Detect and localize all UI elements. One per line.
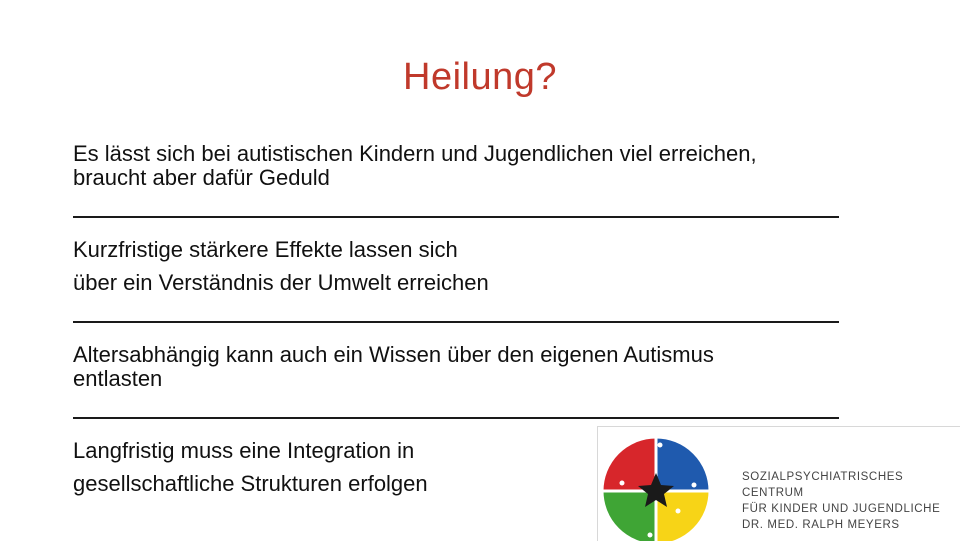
paragraph-patience xyxy=(73,142,873,190)
slide-title: Heilung? xyxy=(403,56,557,98)
logo-text-line: SOZIALPSYCHIATRISCHES CENTRUM xyxy=(742,471,904,499)
text-line: braucht aber dafür Geduld xyxy=(73,165,330,190)
text-line: gesellschaftliche Strukturen erfolgen xyxy=(73,471,428,496)
logo-text-line: FÜR KINDER UND JUGENDLICHE xyxy=(742,503,941,515)
text-line: Altersabhängig kann auch ein Wissen über den eigenen Autismus xyxy=(73,342,714,367)
clinic-logo xyxy=(597,426,960,541)
text-line: entlasten xyxy=(73,366,163,391)
paragraph-age-dependent xyxy=(73,343,873,391)
paragraph-short-term xyxy=(73,238,873,295)
text-line: über ein Verständnis der Umwelt erreichen xyxy=(73,270,489,295)
text-line: Langfristig muss eine Integration in xyxy=(73,438,415,463)
text-line: Kurzfristige stärkere Effekte lassen sich xyxy=(73,237,458,262)
text-line: Es lässt sich bei autistischen Kindern und Jugendlichen viel erreichen, xyxy=(73,141,757,166)
logo-text xyxy=(742,469,960,533)
logo-text-line: DR. MED. RALPH MEYERS xyxy=(742,519,900,531)
puzzle-circle-logo-icon xyxy=(598,427,738,541)
separator-line xyxy=(73,321,839,323)
separator-line xyxy=(73,417,839,419)
separator-line xyxy=(73,216,839,218)
